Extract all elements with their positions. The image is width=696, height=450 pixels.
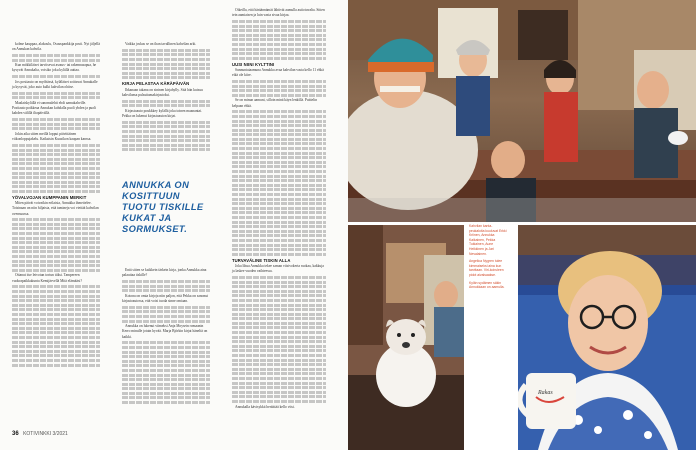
magazine-name: KOTIVINKKI (23, 431, 52, 437)
paragraph: Kun mökkiläiset tarvitsevat asraus- tai rakennusapua, he kysyvät Annukalta, voisiko joku kylällä auttaa. (12, 63, 97, 73)
paragraph: Annukka on lukenut viimeksi Anja Moysein romaanin Kerro minulle jotain hyvää. Marja Björkin kirjat häneltä on kaikki. (122, 324, 208, 339)
column-2 (122, 42, 210, 153)
pull-quote: ANNUKKA ON KOSITTUUN TUOTU TISKILLE KUKAT JA SORMUKSET. (122, 180, 204, 234)
column-2-lower (122, 268, 210, 406)
caption-paragraph: Angelica Nygren tulee kimmaiseksi aina kun tarvitaan. Viri-koiruleen pidot aivalsaakse. (469, 259, 504, 277)
cafe-group-image (348, 0, 696, 222)
paragraph: Ihkanaan takana on sininen kirjahylly. Sitä hän kutsuu kahvilansa pulsuttamakirjastoksi. (122, 87, 203, 97)
issue-number: 3/2021 (52, 431, 68, 437)
annukka-portrait-photo (518, 225, 696, 450)
subheading: TURVAVÄLINE TISKIN ALLA (232, 257, 291, 263)
caption-paragraph: Kahvilan kanta-peukaloita kuuluvat Erkki Kriinen, Annukka Kaikainen, Pekka Tukiainen, Aune Heikkinen ja Jari Nevalainen. (469, 224, 507, 256)
paragraph: Joka lihua Annukka tekee saman viisivokerta ruokaa, kakkuja ja laskee vuoden vaihteessa. (232, 263, 324, 274)
portrait-image (518, 225, 696, 450)
subheading: UUSI NIINI KYLTTINI (232, 61, 275, 67)
subheading: KIRJA PELASTAA KÄRÄPÄIVÄN (122, 81, 190, 87)
paragraph: Miten päivät voivatkin erilaisia, Annukka ihmettelee. Toisinaan on niin hiljaista, että tamineja voi viettää kahvilan ovensuussa. (12, 201, 99, 216)
column-1 (12, 42, 100, 368)
paragraph: Kirjastoauto poukkkey kylällä joka toinen maanantai. Pekka on lukenut kirjastoauton kirjat. (122, 108, 203, 118)
dog-photo (348, 225, 464, 450)
page-number: 36 (12, 431, 19, 437)
paragraph: Ottanut itse leivotun tortun tiiksi. Tampereen vuokrapaikkakunta Kemijärvellä Mitä elämääsi? (12, 273, 82, 283)
paragraph: kolme kauppaa, alakoulu, Osuuspankkija posti. Nyt jäljellä on Annukan kahvila. (12, 42, 100, 52)
paragraph: Jokin aika sitten meillä loppui päivittäinen viikonloppujakelu. Katkaisin Kuusikon kaupan kanssa. (12, 131, 92, 142)
paragraph: Annukalla kävisykkä heräittää kello viisi. (235, 404, 295, 409)
paragraph: Entä sitten se kaikkein tärkein kirja, jonka Annukka aina palauttaa tiskille? (122, 268, 207, 278)
paragraph: Vaikka joskus se on ihan tavallinen kahvilan arki. (125, 42, 197, 46)
page-footer (12, 431, 68, 437)
cafe-group-photo (348, 0, 696, 222)
paragraph: Oikeilla, että häräännämät lähtivät aamulla autiotuvalta. Sitten tein aamiaisen ja luin vasta sivua kirjaa. (232, 8, 325, 18)
subheading: YÖVALVOJAN KUMPPANIN MERKIT (12, 194, 87, 200)
right-page (348, 0, 696, 450)
paragraph: Kotona on omia kirjoja niin paljon, että Pekka on sanonut kirjastoautossa, että voisi tuoda sinne omiaan. (122, 293, 209, 303)
mug-logo: Rakas (538, 390, 553, 396)
caption-paragraph: Kylän sydämen säkin Annukkaan on aamulla. (469, 280, 505, 290)
paragraph: Se on minun aamuni, silloin minä käyn lenkillä. Puittelin kelpaan ehkä. (232, 98, 318, 108)
paragraph: Jos postiauto on myöhässä, kyläläiset soittavat Annukalle ja kysyvät, joko auto kulki kahvilan ohitse. (12, 79, 98, 89)
column-3 (232, 8, 326, 411)
dog-image (348, 225, 464, 450)
paragraph: Sunnuntaiaamuna Annukka avaa kahvilan vasta kello 11 ehkä eikä ole kiire. (232, 67, 324, 78)
paragraph: Maalaiskylällä ei sanomalehti ehdi aamukahville. Postiauto poikkeaa Annukan kohdalla puoli yhden ja puoli kahden välillä iltapäivällä. (12, 100, 97, 116)
photo-caption (469, 224, 507, 293)
